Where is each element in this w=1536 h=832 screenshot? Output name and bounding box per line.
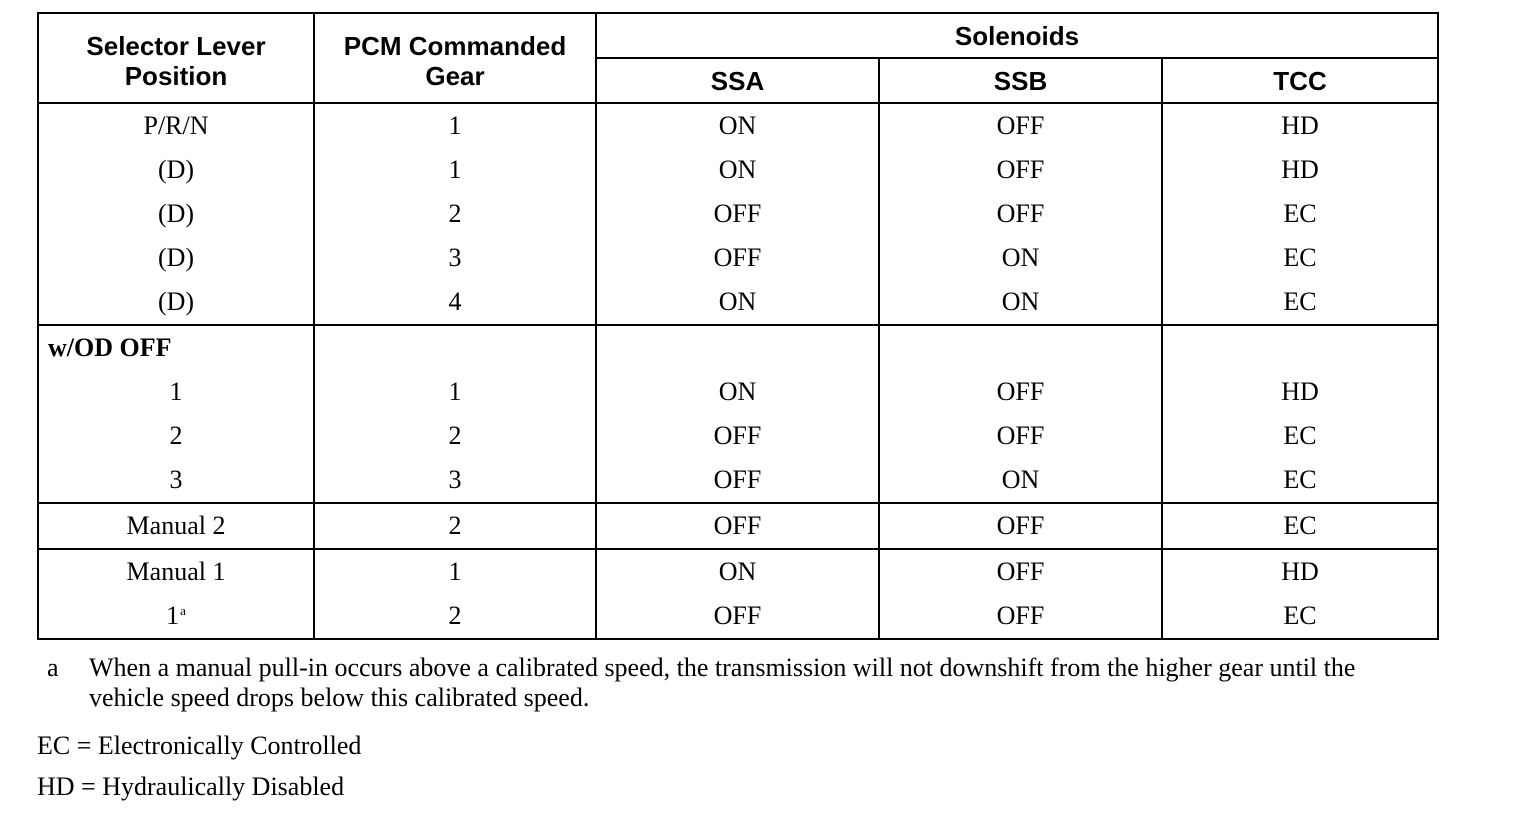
cell-gear: 1 [314,103,596,148]
cell-ssb: OFF [879,103,1162,148]
section-label: w/OD OFF [38,325,314,370]
table-row [38,458,1438,503]
footnote-marker: a [47,653,59,682]
table-row [38,503,1438,549]
cell-gear: 2 [314,503,596,549]
cell-selector: P/R/N [38,103,314,148]
cell-empty [879,325,1162,370]
table-row [38,549,1438,594]
cell-ssb: OFF [879,503,1162,549]
cell-gear: 1 [314,370,596,414]
cell-tcc: HD [1162,370,1438,414]
cell-gear: 2 [314,192,596,236]
cell-ssa: OFF [596,236,879,280]
cell-gear: 4 [314,280,596,325]
header-solenoids: Solenoids [596,13,1438,58]
cell-selector: 1 [38,370,314,414]
cell-ssb: OFF [879,192,1162,236]
cell-ssb: OFF [879,549,1162,594]
table-row [38,594,1438,639]
cell-selector [38,594,314,639]
header-pcm-commanded-gear: PCM Commanded Gear [314,13,596,103]
table-row [38,103,1438,148]
cell-ssa: ON [596,370,879,414]
table-row [38,148,1438,192]
footnote-text: When a manual pull-in occurs above a calibrated speed, the transmission will not downshift from the higher gear until the vehicle speed drops below this calibrated speed. [89,653,1356,712]
header-tcc: TCC [1162,58,1438,103]
cell-gear: 2 [314,594,596,639]
cell-ssa: ON [596,103,879,148]
cell-selector: Manual 1 [38,549,314,594]
cell-selector: Manual 2 [38,503,314,549]
cell-selector: 2 [38,414,314,458]
header-selector-lever-position: Selector Lever Position [38,13,314,103]
solenoid-application-table [37,12,1439,640]
cell-ssa: OFF [596,594,879,639]
cell-selector: (D) [38,280,314,325]
cell-gear: 1 [314,549,596,594]
cell-tcc: EC [1162,503,1438,549]
cell-gear: 2 [314,414,596,458]
cell-tcc: HD [1162,103,1438,148]
header-ssa: SSA [596,58,879,103]
cell-tcc: EC [1162,458,1438,503]
cell-tcc: HD [1162,549,1438,594]
cell-empty [1162,325,1438,370]
table-row [38,414,1438,458]
cell-tcc: EC [1162,414,1438,458]
cell-tcc: EC [1162,594,1438,639]
footnote-reference: a [180,603,186,618]
cell-ssa: ON [596,549,879,594]
cell-selector: (D) [38,236,314,280]
cell-selector: 3 [38,458,314,503]
cell-ssb: OFF [879,414,1162,458]
cell-selector-text: 1 [166,601,180,630]
cell-ssb: OFF [879,370,1162,414]
cell-tcc: HD [1162,148,1438,192]
cell-selector: (D) [38,148,314,192]
cell-gear: 3 [314,236,596,280]
cell-ssa: OFF [596,503,879,549]
cell-ssa: OFF [596,414,879,458]
table-row [38,370,1438,414]
cell-ssb: ON [879,458,1162,503]
cell-empty [596,325,879,370]
header-ssb: SSB [879,58,1162,103]
legend-hd: HD = Hydraulically Disabled [37,772,345,801]
table-row [38,280,1438,325]
section-row-od-off [38,325,1438,370]
cell-gear: 3 [314,458,596,503]
legend-ec: EC = Electronically Controlled [37,731,362,760]
cell-selector: (D) [38,192,314,236]
cell-tcc: EC [1162,192,1438,236]
cell-ssb: OFF [879,148,1162,192]
cell-ssb: ON [879,236,1162,280]
cell-tcc: EC [1162,280,1438,325]
cell-tcc: EC [1162,236,1438,280]
cell-empty [314,325,596,370]
table-row [38,192,1438,236]
cell-ssa: ON [596,280,879,325]
cell-gear: 1 [314,148,596,192]
cell-ssb: ON [879,280,1162,325]
table-row [38,236,1438,280]
cell-ssa: ON [596,148,879,192]
cell-ssa: OFF [596,192,879,236]
cell-ssb: OFF [879,594,1162,639]
cell-ssa: OFF [596,458,879,503]
